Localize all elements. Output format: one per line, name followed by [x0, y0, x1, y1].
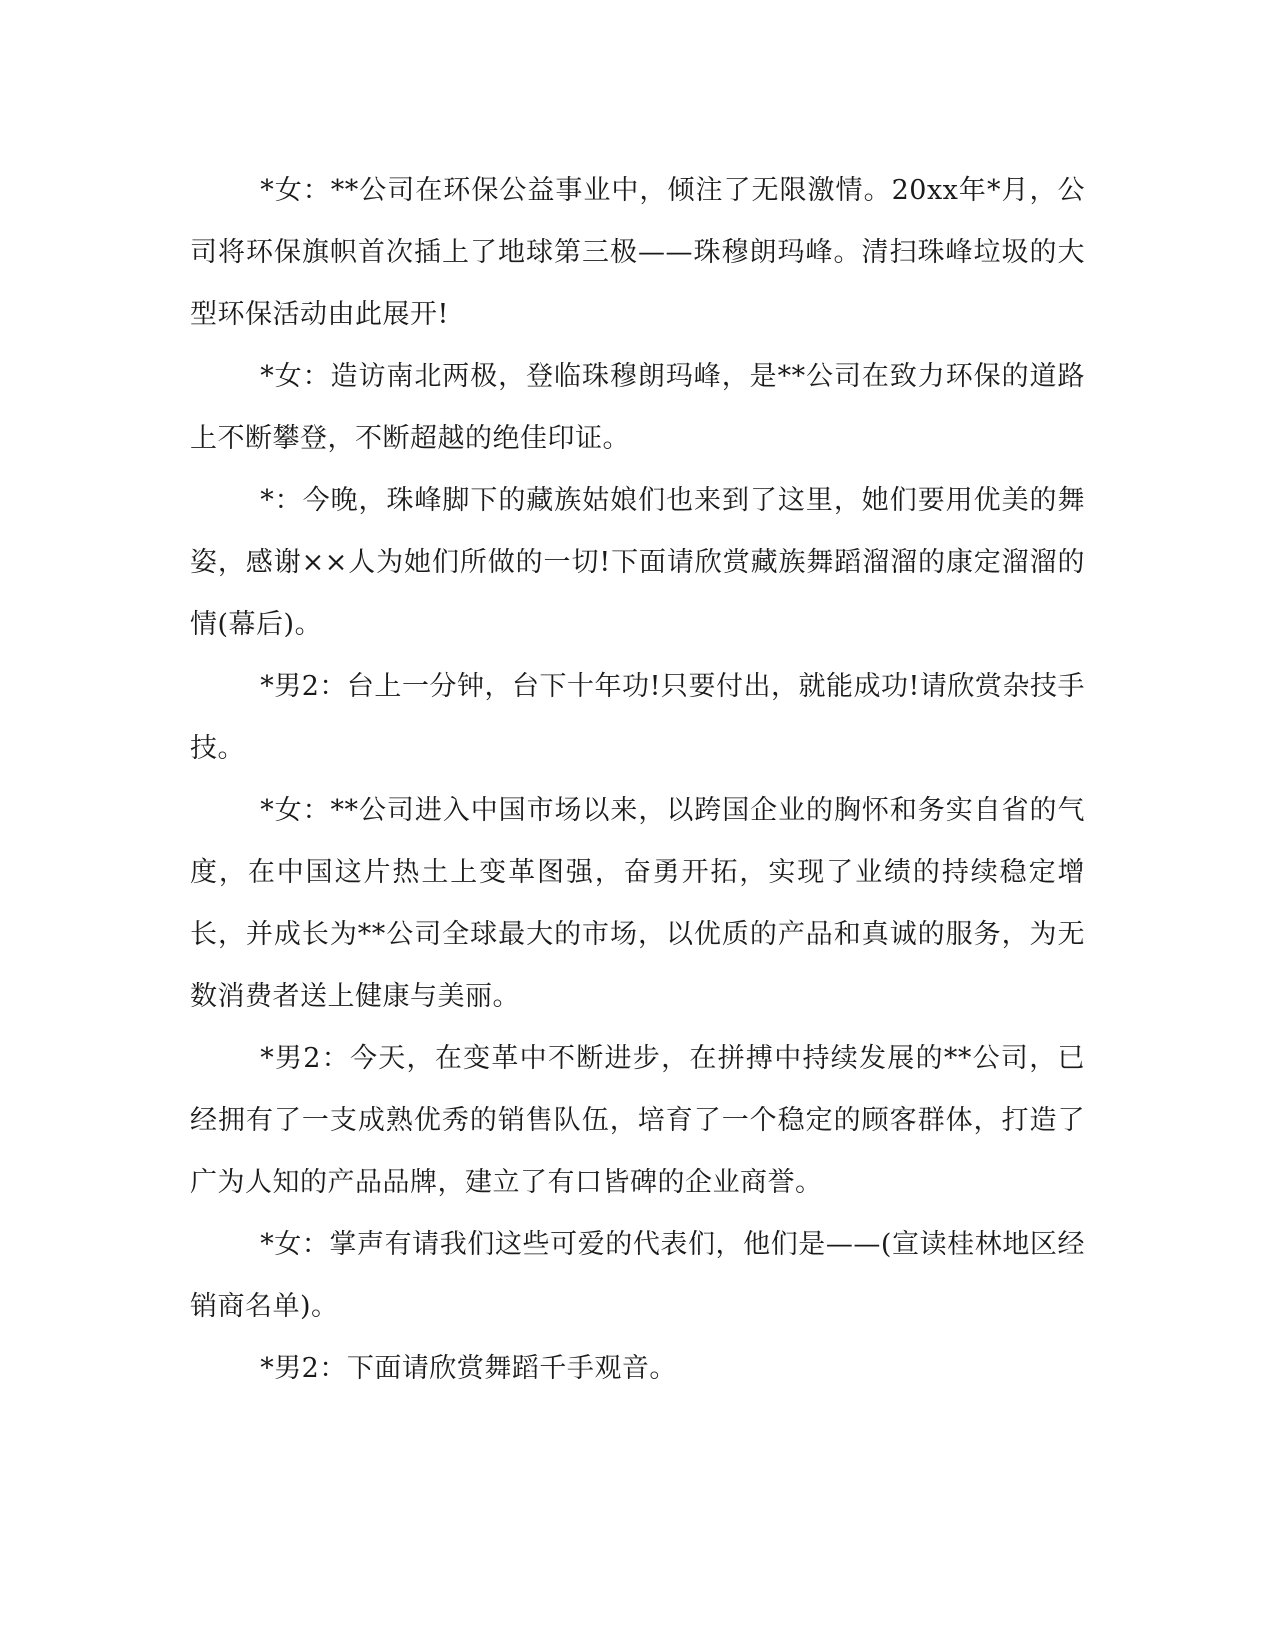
paragraph-3: *：今晚，珠峰脚下的藏族姑娘们也来到了这里，她们要用优美的舞姿，感谢××人为她们所做的一切!下面请欣赏藏族舞蹈溜溜的康定溜溜的情(幕后)。 — [190, 485, 1085, 640]
document-body — [190, 160, 1085, 1400]
paragraph-4: *男2：台上一分钟，台下十年功!只要付出，就能成功!请欣赏杂技手技。 — [190, 671, 1085, 764]
paragraph-8: *男2：下面请欣赏舞蹈千手观音。 — [260, 1353, 677, 1384]
paragraph-1: *女：**公司在环保公益事业中，倾注了无限激情。20xx年*月，公司将环保旗帜首次插上了地球第三极——珠穆朗玛峰。清扫珠峰垃圾的大型环保活动由此展开! — [190, 175, 1085, 330]
paragraph-7: *女：掌声有请我们这些可爱的代表们，他们是——(宣读桂林地区经销商名单)。 — [190, 1229, 1085, 1322]
paragraph-5: *女：**公司进入中国市场以来，以跨国企业的胸怀和务实自省的气度，在中国这片热土上变革图强，奋勇开拓，实现了业绩的持续稳定增长，并成长为**公司全球最大的市场，以优质的产品和真诚的服务，为无数消费者送上健康与美丽。 — [190, 795, 1085, 1012]
paragraph-6: *男2：今天，在变革中不断进步，在拼搏中持续发展的**公司，已经拥有了一支成熟优秀的销售队伍，培育了一个稳定的顾客群体，打造了广为人知的产品品牌，建立了有口皆碑的企业商誉。 — [190, 1043, 1085, 1198]
paragraph-2: *女：造访南北两极，登临珠穆朗玛峰，是**公司在致力环保的道路上不断攀登，不断超越的绝佳印证。 — [190, 361, 1085, 454]
